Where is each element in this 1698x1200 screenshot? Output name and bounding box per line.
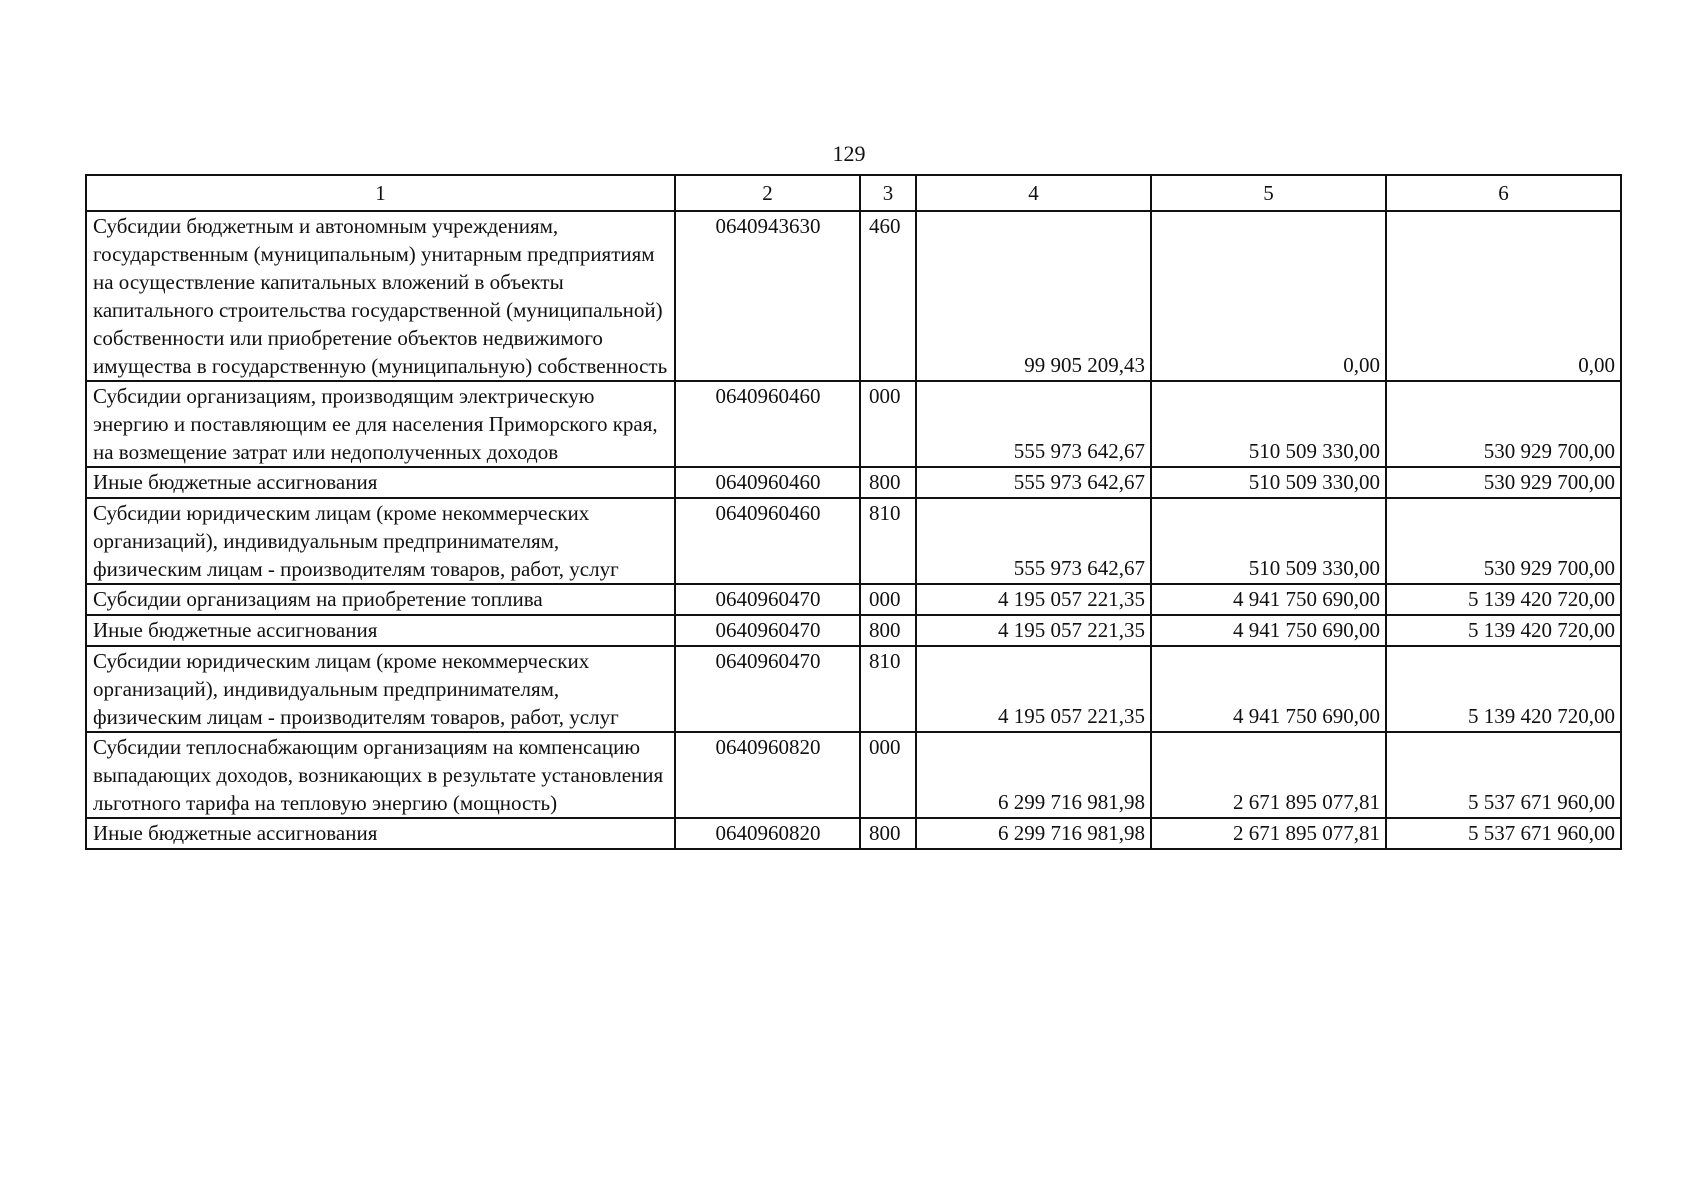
item-name-cell: Иные бюджетные ассигнования	[86, 467, 675, 498]
expense-type-cell: 000	[860, 584, 916, 615]
amount-col5-cell: 4 941 750 690,00	[1151, 615, 1386, 646]
amount-col5-cell: 0,00	[1151, 211, 1386, 381]
target-code-cell: 0640960470	[675, 584, 860, 615]
expense-type-cell: 800	[860, 818, 916, 849]
page-number: 129	[832, 141, 866, 166]
expense-type-cell: 800	[860, 615, 916, 646]
target-code-cell: 0640960820	[675, 818, 860, 849]
item-name-cell: Иные бюджетные ассигнования	[86, 818, 675, 849]
expense-type-cell: 460	[860, 211, 916, 381]
amount-col5-cell: 510 509 330,00	[1151, 467, 1386, 498]
item-name-cell: Субсидии организациям на приобретение топлива	[86, 584, 675, 615]
budget-table	[85, 174, 1622, 850]
table-row	[86, 211, 1621, 381]
target-code-cell: 0640960460	[675, 381, 860, 467]
amount-col5-cell: 2 671 895 077,81	[1151, 732, 1386, 818]
column-header: 5	[1151, 175, 1386, 211]
table-row	[86, 615, 1621, 646]
amount-col4-cell: 4 195 057 221,35	[916, 584, 1151, 615]
amount-col4-cell: 4 195 057 221,35	[916, 615, 1151, 646]
amount-col5-cell: 2 671 895 077,81	[1151, 818, 1386, 849]
column-header: 4	[916, 175, 1151, 211]
amount-col5-cell: 4 941 750 690,00	[1151, 646, 1386, 732]
table-row	[86, 381, 1621, 467]
amount-col4-cell: 6 299 716 981,98	[916, 732, 1151, 818]
amount-col6-cell: 530 929 700,00	[1386, 381, 1621, 467]
amount-col6-cell: 5 139 420 720,00	[1386, 584, 1621, 615]
column-header: 6	[1386, 175, 1621, 211]
expense-type-cell: 800	[860, 467, 916, 498]
item-name-cell: Субсидии бюджетным и автономным учреждениям, государственным (муниципальным) унитарным предприятиям на осуществление капитальных вложений в объекты капитального строительства государственной (муниципальной) собственности или приобретение объектов недвижимого имущества в государственную (муниципальную) собственность	[86, 211, 675, 381]
expense-type-cell: 810	[860, 646, 916, 732]
amount-col6-cell: 530 929 700,00	[1386, 498, 1621, 584]
amount-col4-cell: 99 905 209,43	[916, 211, 1151, 381]
item-name-cell: Субсидии организациям, производящим электрическую энергию и поставляющим ее для населения Приморского края, на возмещение затрат или недополученных доходов	[86, 381, 675, 467]
table-row	[86, 646, 1621, 732]
target-code-cell: 0640960820	[675, 732, 860, 818]
amount-col6-cell: 5 537 671 960,00	[1386, 732, 1621, 818]
expense-type-cell: 810	[860, 498, 916, 584]
amount-col6-cell: 5 537 671 960,00	[1386, 818, 1621, 849]
amount-col6-cell: 5 139 420 720,00	[1386, 646, 1621, 732]
item-name-cell: Субсидии теплоснабжающим организациям на компенсацию выпадающих доходов, возникающих в результате установления льготного тарифа на тепловую энергию (мощность)	[86, 732, 675, 818]
target-code-cell: 0640943630	[675, 211, 860, 381]
item-name-cell: Иные бюджетные ассигнования	[86, 615, 675, 646]
target-code-cell: 0640960470	[675, 646, 860, 732]
column-header: 1	[86, 175, 675, 211]
amount-col4-cell: 555 973 642,67	[916, 381, 1151, 467]
table-row	[86, 467, 1621, 498]
table-row	[86, 584, 1621, 615]
target-code-cell: 0640960470	[675, 615, 860, 646]
column-header: 2	[675, 175, 860, 211]
amount-col6-cell: 530 929 700,00	[1386, 467, 1621, 498]
amount-col4-cell: 555 973 642,67	[916, 498, 1151, 584]
expense-type-cell: 000	[860, 732, 916, 818]
item-name-cell: Субсидии юридическим лицам (кроме некоммерческих организаций), индивидуальным предпринимателям, физическим лицам - производителям товаров, работ, услуг	[86, 498, 675, 584]
amount-col4-cell: 6 299 716 981,98	[916, 818, 1151, 849]
amount-col6-cell: 0,00	[1386, 211, 1621, 381]
expense-type-cell: 000	[860, 381, 916, 467]
item-name-cell: Субсидии юридическим лицам (кроме некоммерческих организаций), индивидуальным предпринимателям, физическим лицам - производителям товаров, работ, услуг	[86, 646, 675, 732]
column-header: 3	[860, 175, 916, 211]
table-header-row	[86, 175, 1621, 211]
target-code-cell: 0640960460	[675, 498, 860, 584]
target-code-cell: 0640960460	[675, 467, 860, 498]
amount-col5-cell: 4 941 750 690,00	[1151, 584, 1386, 615]
amount-col4-cell: 555 973 642,67	[916, 467, 1151, 498]
amount-col4-cell: 4 195 057 221,35	[916, 646, 1151, 732]
amount-col5-cell: 510 509 330,00	[1151, 498, 1386, 584]
amount-col5-cell: 510 509 330,00	[1151, 381, 1386, 467]
table-row	[86, 732, 1621, 818]
amount-col6-cell: 5 139 420 720,00	[1386, 615, 1621, 646]
table-row	[86, 498, 1621, 584]
table-row	[86, 818, 1621, 849]
